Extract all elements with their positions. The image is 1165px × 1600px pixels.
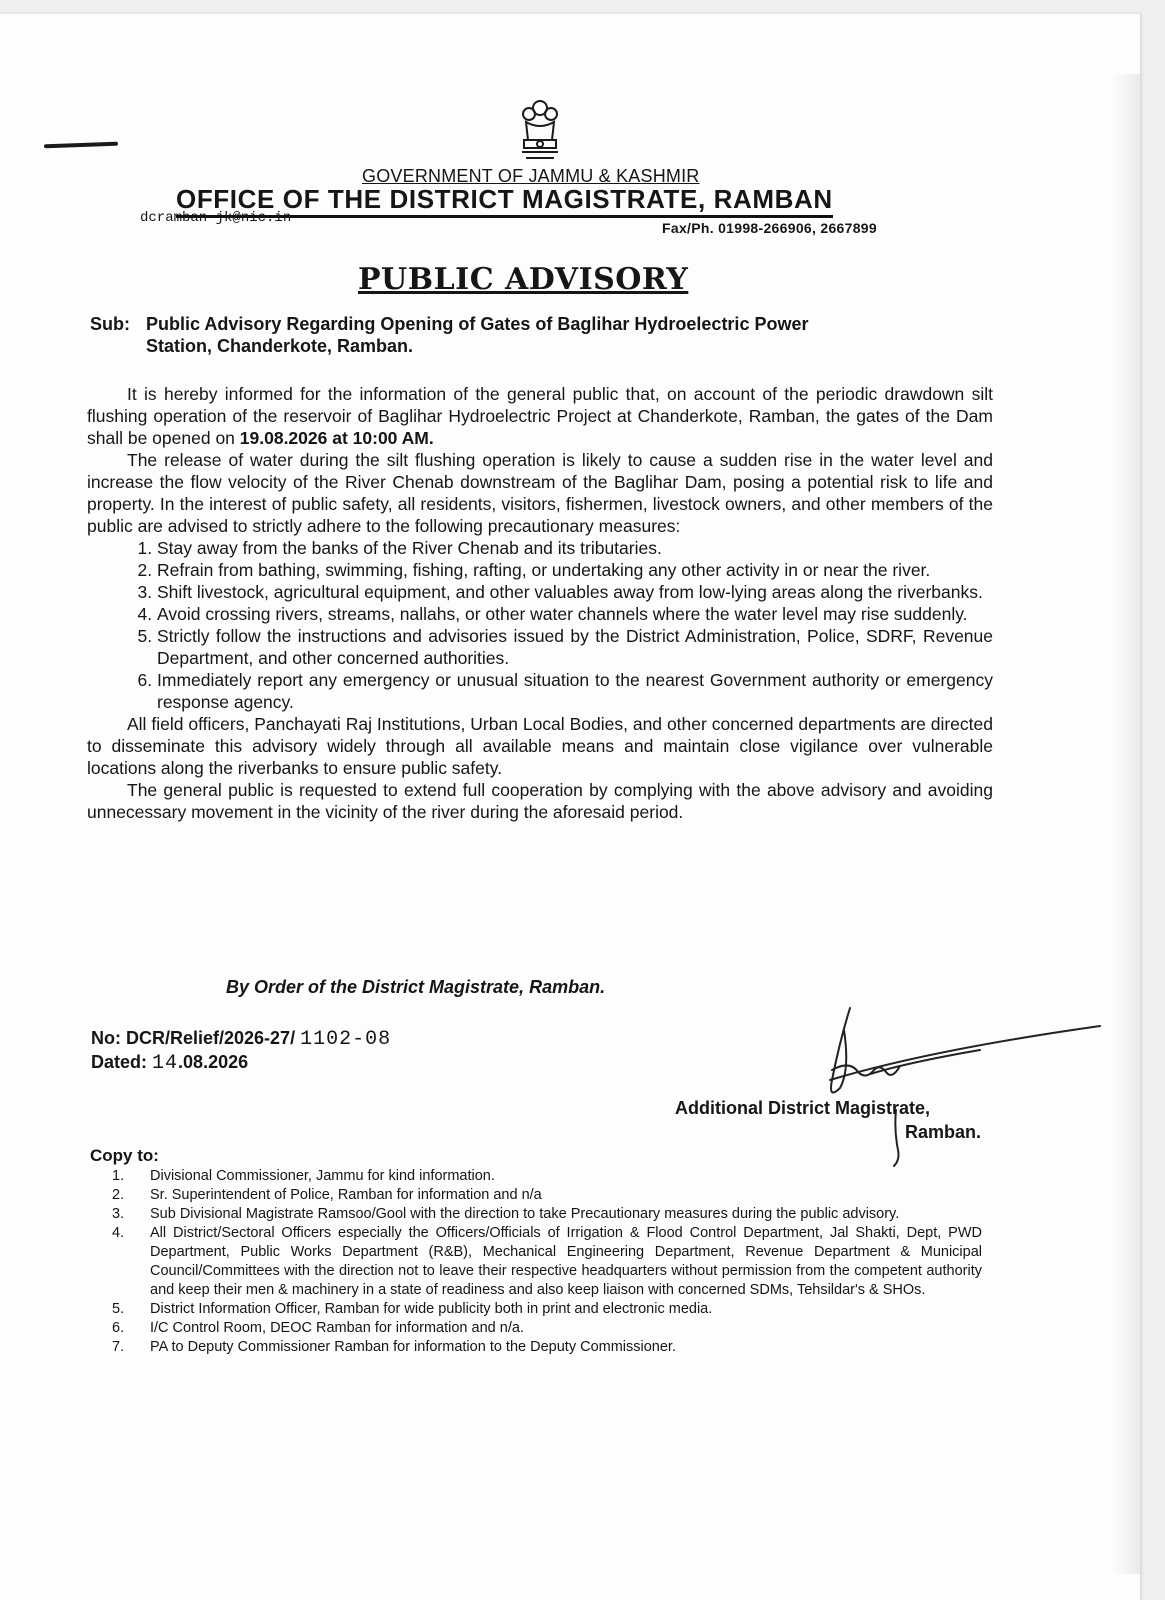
office-name: OFFICE OF THE DISTRICT MAGISTRATE, RAMBAN xyxy=(176,184,833,218)
government-name: GOVERNMENT OF JAMMU & KASHMIR xyxy=(362,166,700,186)
signature-icon xyxy=(810,1000,1110,1170)
subject-label: Sub: xyxy=(90,314,130,334)
copy-to-item-text: Divisional Commissioner, Jammu for kind information. xyxy=(150,1168,495,1184)
designation-title: Additional District Magistrate, xyxy=(675,1098,931,1118)
paragraph-dam-opening xyxy=(87,383,993,449)
precaution-list xyxy=(87,537,993,713)
paragraph-dam-opening-text: It is hereby informed for the information of the general public that, on account of the periodic drawdown silt flushing operation of the reservoir of Baglihar Hydroelectric Project at Chanderkote, Ramban, the gates of the Dam shall be opened on xyxy=(87,384,993,448)
copy-to-item-text: I/C Control Room, DEOC Ramban for information and n/a. xyxy=(150,1320,524,1336)
designation-place: Ramban. xyxy=(905,1122,982,1142)
copy-to-item xyxy=(112,1300,982,1319)
reference-date xyxy=(91,1052,248,1075)
reference-number xyxy=(91,1028,391,1051)
advisory-body xyxy=(87,383,993,823)
copy-to-item-text: All District/Sectoral Officers especially the Officers/Officials of Irrigation & Flood Control Department, Jal Shakti, Dept, PWD Department, Public Works Department (R&B), Mechanical Engineering Department, Revenue Department & Municipal Council/Committees with the direction not to leave their respective headquarters without permission from the competent authority and keep their men & machinery in a state of readiness and also keep liaison with concerned SDMs, Tehsildar's & SHOs. xyxy=(150,1225,982,1298)
copy-to-item-text: PA to Deputy Commissioner Ramban for information to the Deputy Commissioner. xyxy=(150,1339,676,1355)
paragraph-risk: The release of water during the silt flushing operation is likely to cause a sudden rise in the water level and increase the flow velocity of the River Chenab downstream of the Baglihar Dam, posing a potential risk to life and property. In the interest of public safety, all residents, visitors, fishermen, livestock owners, and other members of the public are advised to strictly adhere to the following precautionary measures: xyxy=(87,450,993,536)
copy-to-item-number: 7. xyxy=(112,1339,125,1355)
copy-to-item-number: 6. xyxy=(112,1320,125,1336)
paragraph-cooperation: The general public is requested to extend full cooperation by complying with the above advisory and avoiding unnecessary movement in the vicinity of the river during the aforesaid period. xyxy=(87,780,993,822)
copy-to-item xyxy=(112,1205,982,1224)
copy-to-item xyxy=(112,1224,982,1300)
office-fax-phone: Fax/Ph. 01998-266906, 2667899 xyxy=(662,220,877,236)
reference-number-handwritten: 1102-08 xyxy=(300,1028,392,1051)
reference-date-rest: .08.2026 xyxy=(178,1052,249,1072)
precaution-item: 4. Avoid crossing rivers, streams, nallahs, or other water channels where the water level may rise suddenly. xyxy=(157,603,993,625)
subject-line-2: Station, Chanderkote, Ramban. xyxy=(146,336,414,356)
office-email: dcramban-jk@nic.in xyxy=(140,210,292,226)
reference-number-label: No: DCR/Relief/2026-27/ xyxy=(91,1028,296,1048)
paragraph-field-officers: All field officers, Panchayati Raj Institutions, Urban Local Bodies, and other concerned departments are directed to disseminate this advisory widely through all available means and maintain close vigilance over vulnerable locations along the riverbanks to ensure public safety. xyxy=(87,714,993,778)
copy-to-item xyxy=(112,1167,982,1186)
subject-line-1: Public Advisory Regarding Opening of Gates of Baglihar Hydroelectric Power xyxy=(146,314,809,334)
copy-to-item xyxy=(112,1186,982,1205)
copy-to-item-text: Sr. Superintendent of Police, Ramban for information and n/a xyxy=(150,1187,542,1203)
precaution-item: 3. Shift livestock, agricultural equipment, and other valuables away from low-lying areas along the riverbanks. xyxy=(157,581,993,603)
copy-to-item-text: Sub Divisional Magistrate Ramsoo/Gool with the direction to take Precautionary measures during the public advisory. xyxy=(150,1206,900,1222)
precaution-item: 5. Strictly follow the instructions and advisories issued by the District Administration, Police, SDRF, Revenue Department, and other concerned authorities. xyxy=(157,625,993,669)
document-title: PUBLIC ADVISORY xyxy=(358,262,689,297)
copy-to-label: Copy to: xyxy=(90,1146,159,1165)
copy-to-item-number: 2. xyxy=(112,1187,125,1203)
reference-date-handwritten: 14 xyxy=(152,1052,179,1075)
precaution-item: 6. Immediately report any emergency or unusual situation to the nearest Government authority or emergency response agency. xyxy=(157,669,993,713)
copy-to-item xyxy=(112,1338,982,1357)
state-emblem-icon xyxy=(516,96,564,164)
dam-opening-datetime: 19.08.2026 at 10:00 AM. xyxy=(239,428,434,448)
copy-to-item xyxy=(112,1319,982,1338)
copy-to-item-number: 5. xyxy=(112,1301,125,1317)
copy-to-item-number: 3. xyxy=(112,1206,125,1222)
page-edge-shadow xyxy=(1112,74,1140,1574)
subject-block xyxy=(90,313,970,357)
reference-date-label: Dated: xyxy=(91,1052,148,1072)
copy-to-item-number: 4. xyxy=(112,1225,125,1241)
copy-to-item-text: District Information Officer, Ramban for wide publicity both in print and electronic media. xyxy=(150,1301,713,1317)
copy-to-item-number: 1. xyxy=(112,1168,125,1184)
precaution-item: 2. Refrain from bathing, swimming, fishing, rafting, or undertaking any other activity in or near the river. xyxy=(157,559,993,581)
order-line: By Order of the District Magistrate, Ramban. xyxy=(226,977,606,997)
copy-to-list xyxy=(112,1167,982,1357)
precaution-item: 1. Stay away from the banks of the River Chenab and its tributaries. xyxy=(157,537,993,559)
